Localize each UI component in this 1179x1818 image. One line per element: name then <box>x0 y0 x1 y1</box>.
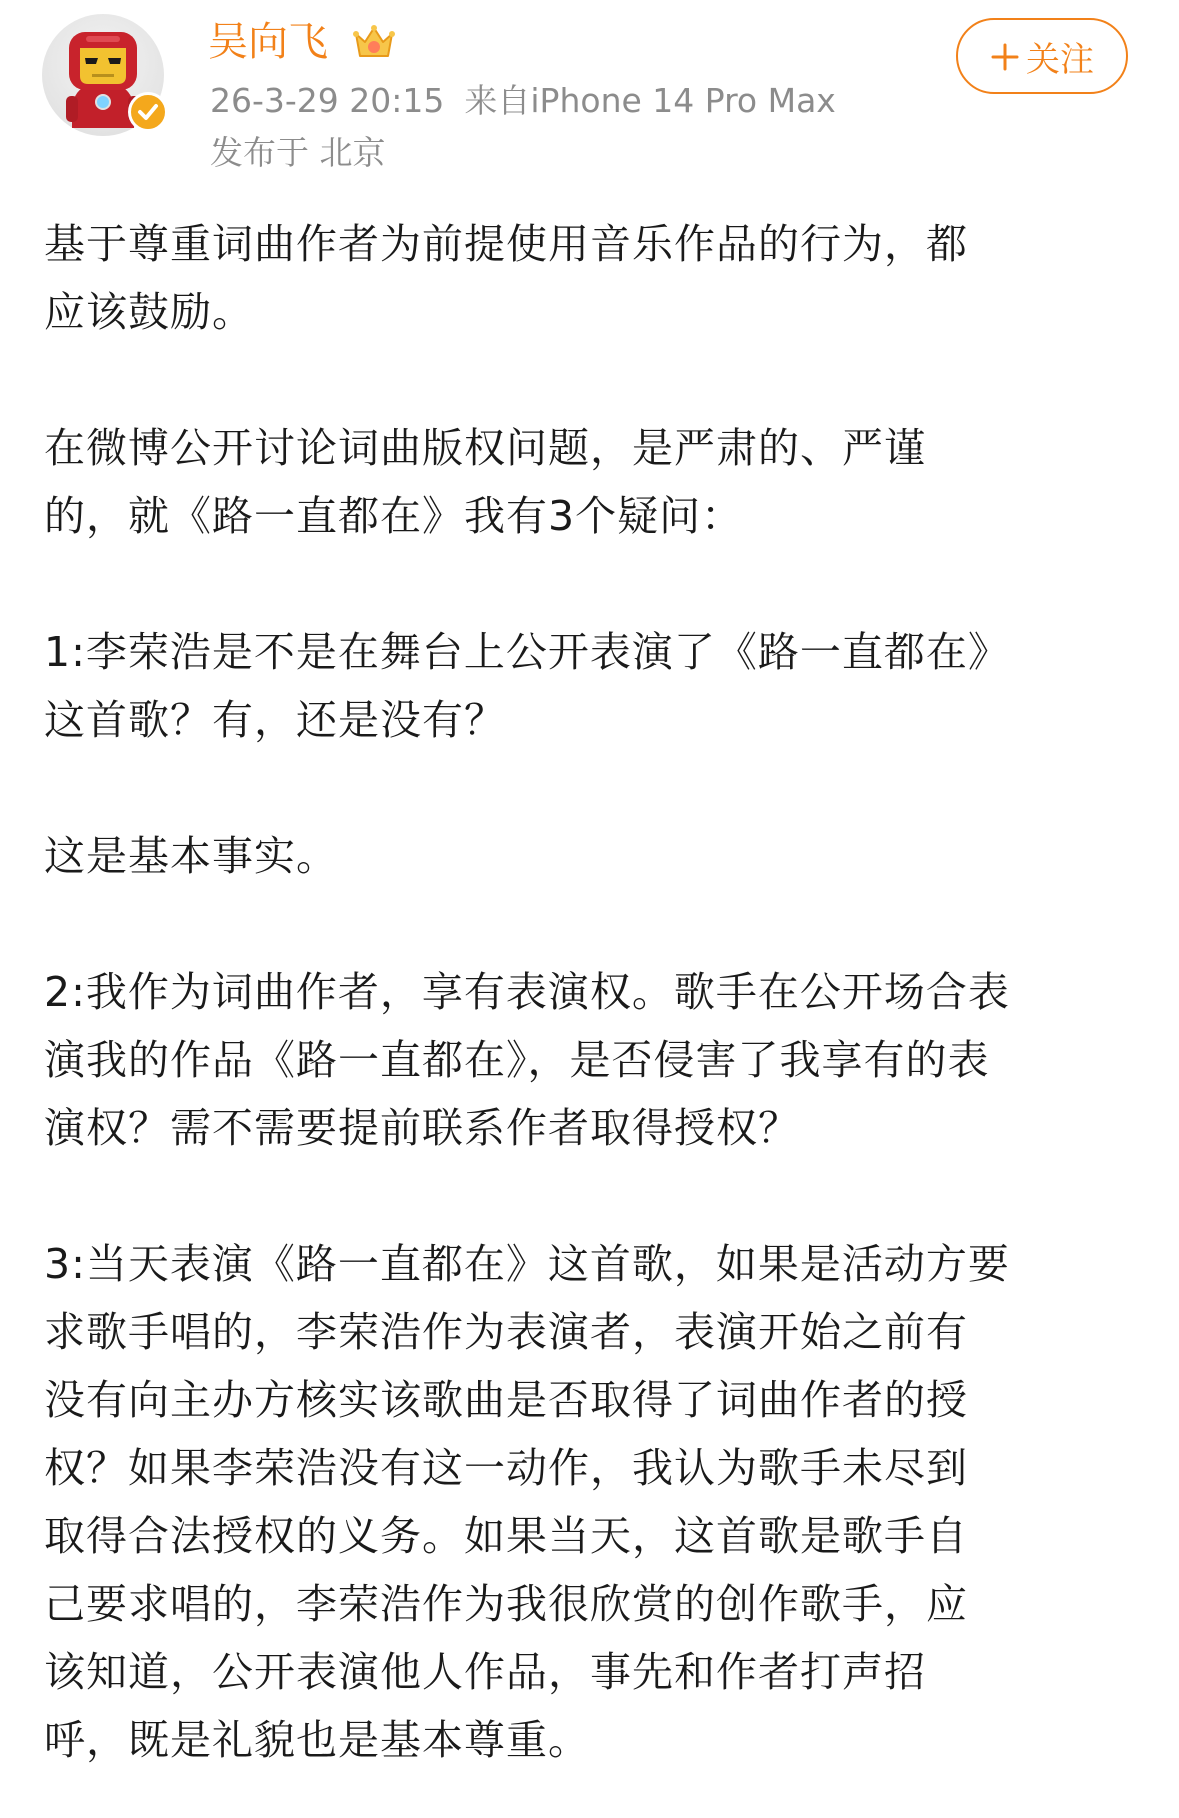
post-meta <box>210 78 836 124</box>
post-paragraph <box>44 210 1144 346</box>
post-line: 没有向主办方核实该歌曲是否取得了词曲作者的授 <box>44 1376 968 1424</box>
post-line: 1:李荣浩是不是在舞台上公开表演了《路一直都在》 <box>44 628 1010 676</box>
post-line: 取得合法授权的义务。如果当天，这首歌是歌手自 <box>44 1512 968 1560</box>
crown-icon <box>352 20 396 64</box>
post-line: 3:当天表演《路一直都在》这首歌，如果是活动方要 <box>44 1240 1010 1288</box>
post-line: 该知道，公开表演他人作品，事先和作者打声招 <box>44 1648 926 1696</box>
post-paragraph <box>44 414 1144 550</box>
post-location: 发布于 北京 <box>210 133 386 172</box>
post-line: 演我的作品《路一直都在》，是否侵害了我享有的表 <box>44 1036 990 1084</box>
post-line: 基于尊重词曲作者为前提使用音乐作品的行为，都 <box>44 220 968 268</box>
post-paragraph <box>44 822 1144 890</box>
post-line: 在微博公开讨论词曲版权问题，是严肃的、严谨 <box>44 424 926 472</box>
username[interactable]: 吴向飞 <box>208 19 328 65</box>
post-line: 2:我作为词曲作者，享有表演权。歌手在公开场合表 <box>44 968 1010 1016</box>
follow-button-label: 关注 <box>1026 39 1094 80</box>
post-line: 己要求唱的，李荣浩作为我很欣赏的创作歌手，应 <box>44 1580 968 1628</box>
paragraph-gap <box>44 1162 1144 1230</box>
post-line: 的，就《路一直都在》我有3个疑问： <box>44 492 744 540</box>
post-line: 演权？需不需要提前联系作者取得授权？ <box>44 1104 800 1152</box>
follow-button[interactable] <box>956 18 1128 94</box>
post-header <box>0 0 1179 180</box>
post-line: 这是基本事实。 <box>44 832 338 880</box>
paragraph-gap <box>44 754 1144 822</box>
post-line: 权？如果李荣浩没有这一动作，我认为歌手未尽到 <box>44 1444 968 1492</box>
post-source: 来自iPhone 14 Pro Max <box>464 81 836 120</box>
post-content <box>44 210 1144 1774</box>
post-paragraph <box>44 958 1144 1162</box>
post-timestamp: 26-3-29 20:15 <box>210 81 445 120</box>
verified-badge-icon <box>128 92 168 132</box>
post-line: 呼，既是礼貌也是基本尊重。 <box>44 1716 590 1764</box>
post-line: 应该鼓励。 <box>44 288 254 336</box>
paragraph-gap <box>44 346 1144 414</box>
post-paragraph <box>44 1230 1144 1774</box>
plus-icon <box>990 41 1020 71</box>
post-line: 求歌手唱的，李荣浩作为表演者，表演开始之前有 <box>44 1308 968 1356</box>
post-line: 这首歌？有，还是没有？ <box>44 696 506 744</box>
post-paragraph <box>44 618 1144 754</box>
paragraph-gap <box>44 890 1144 958</box>
paragraph-gap <box>44 550 1144 618</box>
